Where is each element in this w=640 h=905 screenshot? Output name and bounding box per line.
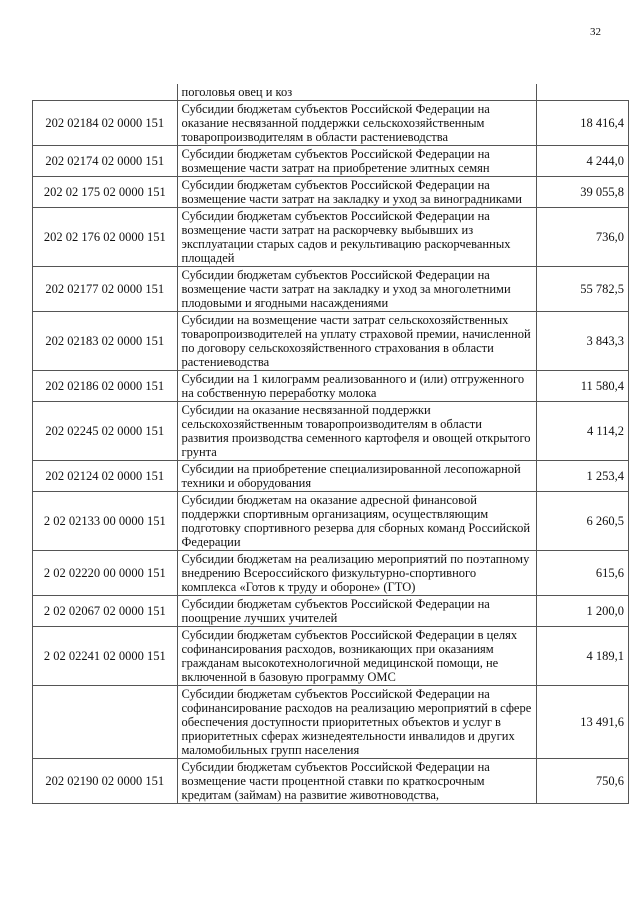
code-cell: 202 02 175 02 0000 151 xyxy=(33,177,178,208)
description-cell: Субсидии бюджетам субъектов Российской Федерации на поощрение лучших учителей xyxy=(177,596,536,627)
table-row xyxy=(33,208,629,267)
code-cell: 202 02183 02 0000 151 xyxy=(33,312,178,371)
description-cell: Субсидии на приобретение специализированной лесопожарной техники и оборудования xyxy=(177,461,536,492)
table-row xyxy=(33,312,629,371)
amount-cell: 39 055,8 xyxy=(536,177,629,208)
description-cell: Субсидии бюджетам субъектов Российской Федерации на оказание несвязанной поддержки сельскохозяйственным товаропроизводителям в области растениеводства xyxy=(177,101,536,146)
description-cell: Субсидии бюджетам субъектов Российской Федерации на возмещение части процентной ставки по краткосрочным кредитам (займам) на развитие животноводства, xyxy=(177,759,536,804)
table-row xyxy=(33,371,629,402)
continuation-row xyxy=(33,84,629,101)
code-cell: 2 02 02220 00 0000 151 xyxy=(33,551,178,596)
table-row xyxy=(33,759,629,804)
description-cell: Субсидии бюджетам на реализацию мероприятий по поэтапному внедрению Всероссийского физкультурно-спортивного комплекса «Готов к труду и обороне» (ГТО) xyxy=(177,551,536,596)
amount-cell: 736,0 xyxy=(536,208,629,267)
revenue-table xyxy=(32,84,629,804)
table-row xyxy=(33,686,629,759)
amount-cell: 18 416,4 xyxy=(536,101,629,146)
amount-cell: 4 114,2 xyxy=(536,402,629,461)
amount-cell: 615,6 xyxy=(536,551,629,596)
code-cell: 202 02186 02 0000 151 xyxy=(33,371,178,402)
description-cell: Субсидии бюджетам субъектов Российской Федерации на возмещение части затрат на раскорчевку выбывших из эксплуатации старых садов и рекультивацию раскорчеванных площадей xyxy=(177,208,536,267)
revenue-table-wrapper xyxy=(32,84,624,804)
code-cell: 202 02184 02 0000 151 xyxy=(33,101,178,146)
description-cell: Субсидии бюджетам субъектов Российской Федерации на возмещение части затрат на приобретение элитных семян xyxy=(177,146,536,177)
code-cell: 2 02 02067 02 0000 151 xyxy=(33,596,178,627)
code-cell xyxy=(33,686,178,759)
amount-cell: 750,6 xyxy=(536,759,629,804)
table-row xyxy=(33,551,629,596)
table-row xyxy=(33,101,629,146)
code-cell: 202 02190 02 0000 151 xyxy=(33,759,178,804)
table-row xyxy=(33,627,629,686)
table-row xyxy=(33,461,629,492)
description-cell: Субсидии на оказание несвязанной поддержки сельскохозяйственным товаропроизводителям в области развития производства семенного картофеля и овощей открытого грунта xyxy=(177,402,536,461)
table-row xyxy=(33,267,629,312)
code-cell: 202 02174 02 0000 151 xyxy=(33,146,178,177)
revenue-table-body xyxy=(33,84,629,804)
amount-cell: 55 782,5 xyxy=(536,267,629,312)
code-cell: 202 02124 02 0000 151 xyxy=(33,461,178,492)
code-cell: 202 02 176 02 0000 151 xyxy=(33,208,178,267)
code-cell: 2 02 02241 02 0000 151 xyxy=(33,627,178,686)
table-row xyxy=(33,492,629,551)
amount-cell: 1 253,4 xyxy=(536,461,629,492)
description-cell: Субсидии на 1 килограмм реализованного и (или) отгруженного на собственную переработку молока xyxy=(177,371,536,402)
table-row xyxy=(33,146,629,177)
amount-cell: 1 200,0 xyxy=(536,596,629,627)
table-row xyxy=(33,402,629,461)
continuation-desc-cell: поголовья овец и коз xyxy=(177,84,536,101)
code-cell: 202 02177 02 0000 151 xyxy=(33,267,178,312)
amount-cell: 11 580,4 xyxy=(536,371,629,402)
amount-cell: 4 189,1 xyxy=(536,627,629,686)
code-cell: 2 02 02133 00 0000 151 xyxy=(33,492,178,551)
amount-cell: 4 244,0 xyxy=(536,146,629,177)
table-row xyxy=(33,596,629,627)
table-row xyxy=(33,177,629,208)
description-cell: Субсидии бюджетам субъектов Российской Федерации на софинансирование расходов на реализацию мероприятий в сфере обеспечения доступности приоритетных объектов и услуг в приоритетных сферах жизнедеятельности инвалидов и других маломобильных групп населения xyxy=(177,686,536,759)
amount-cell: 3 843,3 xyxy=(536,312,629,371)
amount-cell: 13 491,6 xyxy=(536,686,629,759)
description-cell: Субсидии бюджетам субъектов Российской Федерации в целях софинансирования расходов, возникающих при оказаниям гражданам высокотехнологичной медицинской помощи, не включенной в базовую программу ОМС xyxy=(177,627,536,686)
continuation-amount-cell xyxy=(536,84,629,101)
continuation-code-cell xyxy=(33,84,178,101)
description-cell: Субсидии бюджетам субъектов Российской Федерации на возмещение части затрат на закладку и уход за многолетними плодовыми и ягодными насаждениями xyxy=(177,267,536,312)
description-cell: Субсидии бюджетам на оказание адресной финансовой поддержки спортивным организациям, осуществляющим подготовку спортивного резерва для сборных команд Российской Федерации xyxy=(177,492,536,551)
code-cell: 202 02245 02 0000 151 xyxy=(33,402,178,461)
amount-cell: 6 260,5 xyxy=(536,492,629,551)
description-cell: Субсидии на возмещение части затрат сельскохозяйственных товаропроизводителей на уплату страховой премии, начисленной по договору сельскохозяйственного страхования в области растениеводства xyxy=(177,312,536,371)
description-cell: Субсидии бюджетам субъектов Российской Федерации на возмещение части затрат на закладку и уход за виноградниками xyxy=(177,177,536,208)
page-number: 32 xyxy=(590,26,601,38)
